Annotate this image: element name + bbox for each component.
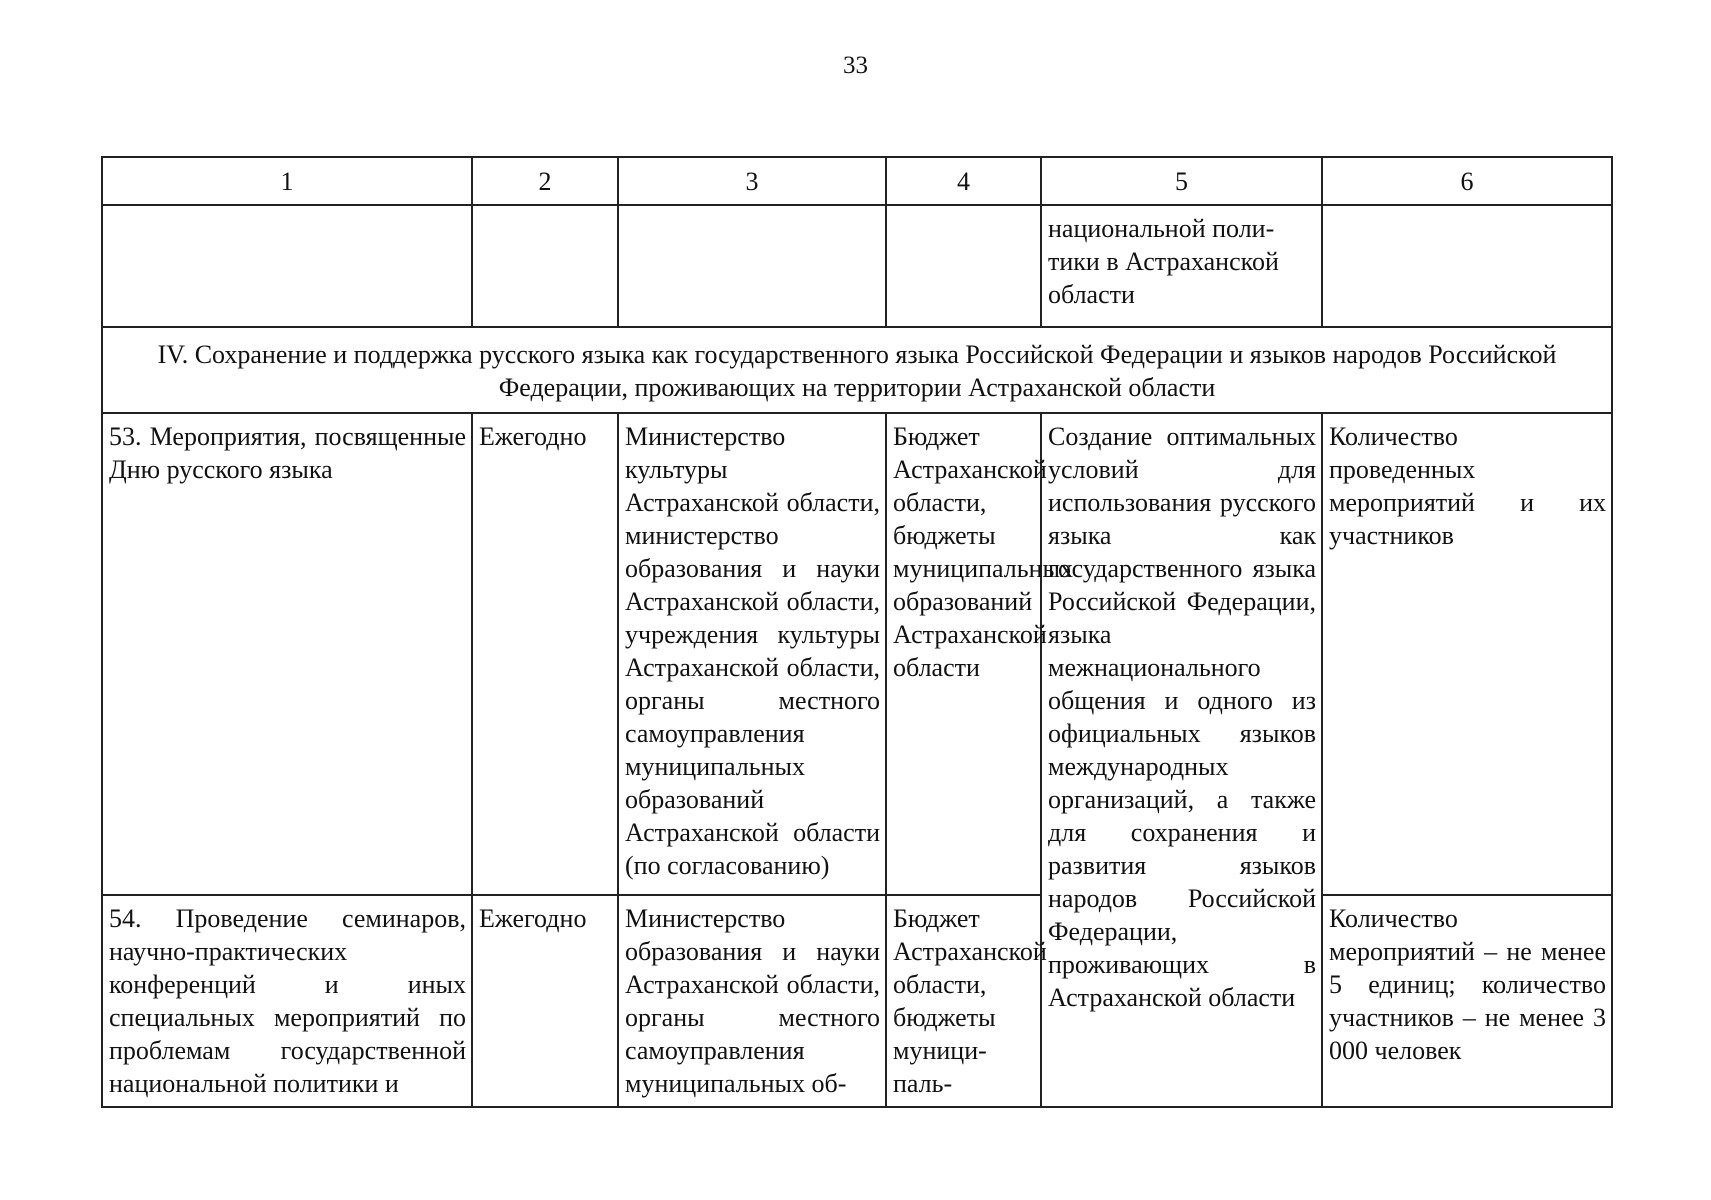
header-col-6: 6 <box>1322 157 1612 205</box>
section-row <box>102 327 1612 413</box>
row-54-col3: Министерство образования и науки Астраханской области, органы местного самоуправления муниципальных об- <box>618 895 886 1107</box>
page-number: 33 <box>843 52 868 79</box>
row-53-col1: 53. Мероприятия, посвященные Дню русского языка <box>102 413 472 895</box>
header-col-5: 5 <box>1041 157 1322 205</box>
continuation-col5: национальной поли- тики в Астраханской области <box>1041 205 1322 327</box>
table-row <box>102 895 1612 1107</box>
row-53-col2: Ежегодно <box>472 413 618 895</box>
header-col-1: 1 <box>102 157 472 205</box>
table-header-row <box>102 157 1612 205</box>
empty-cell <box>472 205 618 327</box>
section-title: IV. Сохранение и поддержка русского языка как государственного языка Российской Федерации и языков народов Российской Федерации, проживающих на территории Астраханской области <box>102 327 1612 413</box>
row-54-col1: 54. Проведение семинаров, научно-практических конференций и иных специальных мероприятий по проблемам государственной национальной политики и <box>102 895 472 1107</box>
empty-cell <box>618 205 886 327</box>
rows-53-54-col5: Создание оптимальных условий для использования русского языка как государственного языка Российской Федерации, языка межнационального общения и одного из официальных языков международных организаций, а также для сохранения и развития языков народов Российской Федерации, проживающих в Астраханской области <box>1041 413 1322 1107</box>
row-53-col4: Бюджет Астраханской области, бюджеты муниципальных образований Астраханской области <box>886 413 1041 895</box>
row-54-col2: Ежегодно <box>472 895 618 1107</box>
header-col-3: 3 <box>618 157 886 205</box>
empty-cell <box>886 205 1041 327</box>
row-54-col4: Бюджет Астраханской области, бюджеты муниципаль- <box>886 895 1041 1107</box>
empty-cell <box>1322 205 1612 327</box>
continuation-row <box>102 205 1612 327</box>
measures-table <box>101 156 1613 1108</box>
row-54-col6: Количество мероприятий – не менее 5 единиц; количество участников – не менее 3 000 человек <box>1322 895 1612 1107</box>
header-col-4: 4 <box>886 157 1041 205</box>
row-53-col6: Количество проведенных мероприятий и их участников <box>1322 413 1612 895</box>
table-row <box>102 413 1612 895</box>
empty-cell <box>102 205 472 327</box>
row-53-col3: Министерство культуры Астраханской области, министерство образования и науки Астраханской области, учреждения культуры Астраханской области, органы местного самоуправления муниципальных образований Астраханской области (по согласованию) <box>618 413 886 895</box>
header-col-2: 2 <box>472 157 618 205</box>
